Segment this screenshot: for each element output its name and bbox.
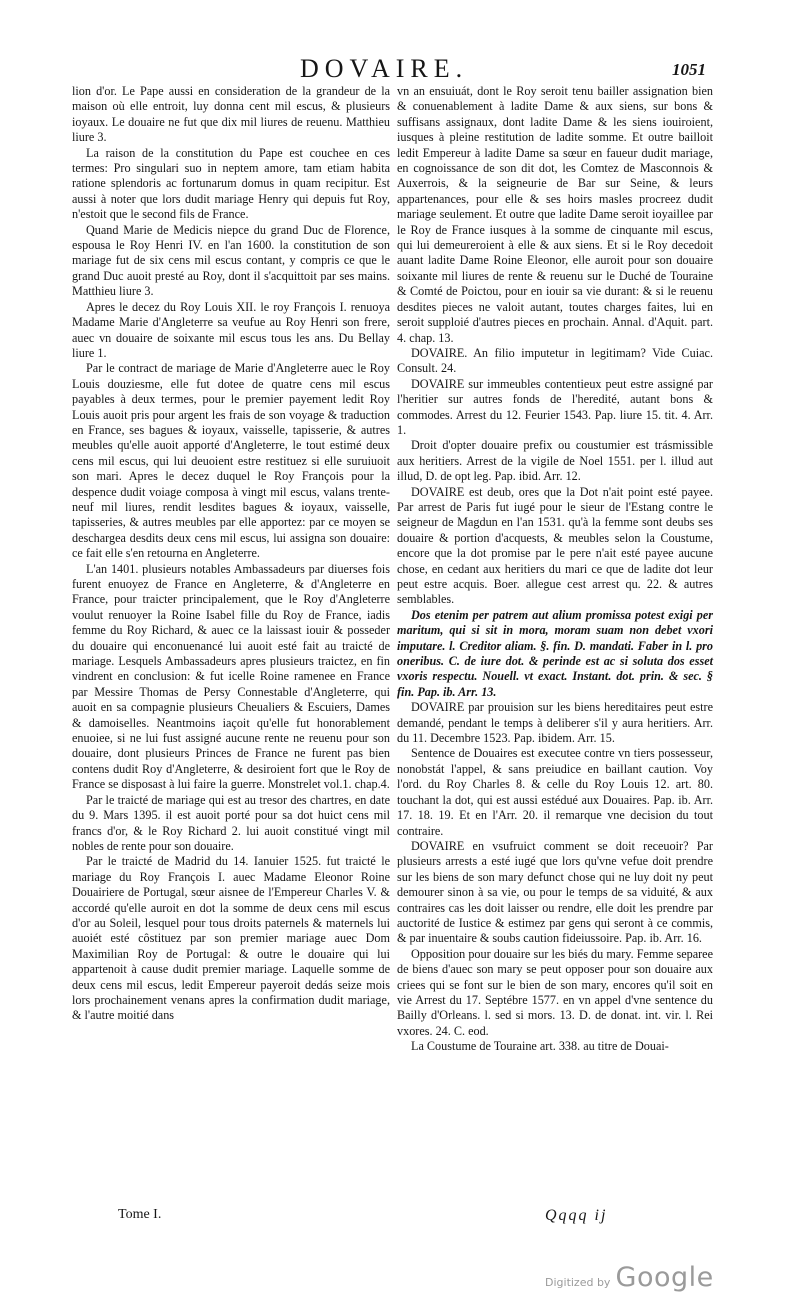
google-logo: Google bbox=[615, 1262, 714, 1293]
right-column bbox=[397, 84, 713, 1055]
volume-label: Tome I. bbox=[118, 1207, 162, 1222]
paragraph: DOVAIRE par prouision sur les biens hereditaires peut estre demandé, pendant le temps à deliberer s'il y aura heritiers. Arr. du 11. Decembre 1523. Pap. ibidem. Arr. 15. bbox=[397, 700, 713, 746]
paragraph: La Coustume de Touraine art. 338. au titre de Douai- bbox=[411, 1039, 669, 1054]
paragraph: Opposition pour douaire sur les biés du mary. Femme separee de biens d'auec son mary se peut opposer pour son douaire aux criees qui se font sur le bien de son mary, encores qu'il soit en vie Arrest du 17. Septébre 1577. en vn appel d'vne sentence du Bailly d'Orleans. l. sed si mors. 13. D. de donat. int. vir. l. Rei vxores. 24. C. eod. bbox=[397, 946, 713, 1038]
signature-mark: Qqqq ij bbox=[545, 1207, 608, 1224]
paragraph: DOVAIRE sur immeubles contentieux peut estre assigné par l'heritier sur autres fonds de l'heredité, autant bons & commodes. Arrest du 12. Feurier 1543. Pap. liure 15. tit. 4. Arr. 1. bbox=[397, 376, 713, 437]
paragraph: Par le traicté de mariage qui est au tresor des chartres, en date du 9. Mars 1395. il est auoit porté pour sa dot huict cens mil francs d'or, & le Roy Richard 2. lui auoit constitué vingt mil nobles de rente pour son douaire. bbox=[72, 792, 390, 853]
latin-citation: Dos etenim per patrem aut alium promissa potest exigi per maritum, qui si sit in mora, moram suam non debet vxori imputare. l. Creditor aliam. §. fin. D. mandati. Faber in l. pro oneribus. C. de iure dot. & perinde est ac si soluta dos esset vxoris respectu. Nouell. vt exact. Instant. dot. prin. & sec. § fin. Pap. ib. Arr. 13. bbox=[397, 607, 713, 699]
paragraph: vn an ensuiuát, dont le Roy seroit tenu bailler assignation bien & conuenablement à ladite Dame & aux siens, sur bons & suffisans assignaux, dont ladite Dame & les siens iouiroient, iusques à pleine restitution de ladite somme. Et outre bailloit ledit Empereur à ladite Dame sa sœur en faueur dudit mariage, en cognoissance de son dit dot, les Comtez de Masconnois & Auxerrois, & la seigneurie de Bar sur Seine, & leurs appartenances, pour elle & ses hoirs masles procreez dudit mariage seulement. Et outre que ladite Dame seroit ioyaillee par le Roy de France iusques à la somme de cinquante mil escus, qui lui demeureroient à elle & aux siens. Et si le Roy decedoit auant ladite Dame Roine Eleonor, elle auroit pour son douaire soixante mil liures de rente & reuenu sur le Duché de Touraine & Comté de Poictou, pour en iouir sa vie durant: & si le reuenu desdites pieces ne valoit autant, toutes charges faites, lui en seroit supploié d'autres pieces en prochain. Annal. d'Aquit. part. 4. chap. 13. bbox=[397, 84, 713, 345]
paragraph: Sentence de Douaires est executee contre vn tiers possesseur, nonobstát l'appel, & sans preiudice en baillant caution. Voy l'ord. du Roy Charles 8. & celle du Roy Louis 12. art. 80. touchant la dot, qui est aussi estédué aux Douaires. Pap. ib. Arr. 17. 18. 19. Et en l'Arr. 20. il remarque vne decision du tout contraire. bbox=[397, 746, 713, 838]
running-title: DOVAIRE. bbox=[300, 54, 469, 83]
paragraph: Par le contract de mariage de Marie d'Angleterre auec le Roy Louis douziesme, elle fut dotee de quatre cens mil escus payables à deux termes, pour le premier payement ledit Roy Louis auoit pris pour argent les frais de son voyage & traduction en France, ses bagues & ioyaux, vaisselle, tapisserie, & autres meubles qu'elle auoit apporté d'Angleterre, le tout estimé deux cens mil escus, qui lui deuoient estre restituez si elle suruiuoit son mari. Apres le decez duquel le Roy François pour la despence dudit voiage composa à vingt mil escus, valans trente-neuf mil liures, rendit lesdites bagues & ioyaux, vaisselle, tapisseries, & autres meubles par elle apportez: par ce moyen se deschargea desdits deux cens mil escus, lui assigna son douaire: ce fait elle s'en retourna en Angleterre. bbox=[72, 361, 390, 561]
left-column bbox=[72, 84, 390, 1024]
digitized-watermark bbox=[545, 1262, 714, 1293]
paragraph: Par le traicté de Madrid du 14. Ianuier 1525. fut traicté le mariage du Roy François I. auec Madame Eleonor Roine Douairiere de Portugal, sœur aisnee de l'Empereur Charles V. & accordé qu'elle auroit en dot la somme de deux cens mil escus d'or au Soleil, lesquel pour tous droits paternels & maternels lui auoiét esté côstituez par son premier mariage auec Dom Maximilian Roy de Portugal: & outre le douaire qui lui appartenoit à cause dudit premier mariage. Laquelle somme de deux cens mil escus, ledit Empereur payeroit dedás seize mois lors prochainement venans apres la confirmation dudit mariage, & l'autre moitié dans bbox=[72, 854, 390, 1023]
page-number: 1051 bbox=[672, 60, 706, 79]
watermark-prefix: Digitized by bbox=[545, 1276, 611, 1289]
paragraph: La raison de la constitution du Pape est couchee en ces termes: Pro singulari suo in neptem amore, tam etiam habita ratione splendoris ac fortunarum domus in quam recipitur. Est aussi à noter que lors dudit mariage Henry qui depuis fut Roy, n'estoit que le second fils de France. bbox=[72, 145, 390, 222]
paragraph: DOVAIRE. An filio imputetur in legitimam? Vide Cuiac. Consult. 24. bbox=[397, 345, 713, 376]
paragraph: Apres le decez du Roy Louis XII. le roy François I. renuoya Madame Marie d'Angleterre sa veufue au Roy Henri son frere, auec vn douaire de soixante mil escus tous les ans. Du Bellay liure 1. bbox=[72, 299, 390, 360]
paragraph: L'an 1401. plusieurs notables Ambassadeurs par diuerses fois furent enuoyez de France en Angleterre, & d'Angleterre en France, pour traicter principalement, que le Roy d'Angleterre voulut renuoyer la Roine Isabel fille du Roy de France, iadis femme du Roy Richard, & auec ce la laissast iouir & posseder du douaire qui enconuenancé lui auoit esté fait au traicté de mariage. Lesquels Ambassadeurs apres plusieurs traictez, en fin vindrent en conclusion: & fut icelle Roine ramenee en France par Messire Thomas de Persy Connestable d'Angleterre, qui auoit en sa compagnie plusieurs Cheualiers & Escuiers, Dames & damoiselles. Neantmoins iaçoit qu'elle fut honorablement enuoiee, si ne lui fust assigné aucune rente ne reuenu pour son douaire, dont plusieurs Princes de France ne furent pas bien contens dudit Roy d'Angleterre, & desiroient fort que le Roy de France se disposast à lui faire la guerre. Monstrelet vol.1. chap.4. bbox=[72, 561, 390, 792]
paragraph: Quand Marie de Medicis niepce du grand Duc de Florence, espousa le Roy Henri IV. en l'an 1600. la constitution de son mariage fut de six cens mil escus contant, y compris ce que le grand Duc auoit presté au Roy, dont il s'acquittoit par ses mains. Matthieu liure 3. bbox=[72, 222, 390, 299]
paragraph: DOVAIRE en vsufruict comment se doit receuoir? Par plusieurs arrests a esté iugé que lors qu'vne vefue doit prendre sur les biens de son mary defunct chose qui ne luy doit ny peut demourer sinon à sa vie, ou pour le temps de sa viduité, & aux contraires cas les doit laisser ou rendre, elle doit les prendre par auctorité de Iustice & estimez par gens qui seront à ce commis, & par inuentaire & soubs caution fideiussoire. Pap. ib. Arr. 16. bbox=[397, 838, 713, 946]
paragraph: lion d'or. Le Pape aussi en consideration de la grandeur de la maison où elle entroit, luy donna cent mil escus, & plusieurs ioyaux. Le douaire ne fut que dix mil liures de reuenu. Matthieu liure 3. bbox=[72, 84, 390, 145]
paragraph: DOVAIRE est deub, ores que la Dot n'ait point esté payee. Par arrest de Paris fut iugé pour le sieur de l'Estang contre le seigneur de Magdun en l'an 1531. qu'à la femme sont deubs ses douaire & portion d'acquests, & meubles selon la Coustume, encore que la dot promise par le pere n'ait esté payee aucune chose, en cedant aux heritiers du mari ce que de ladite dot leur peut estre acquis. Boer. allegue cest arrest qu. 22. & autres semblables. bbox=[397, 484, 713, 607]
page-header bbox=[0, 54, 803, 88]
paragraph: Droit d'opter douaire prefix ou coustumier est trásmissible aux heritiers. Arrest de la vigile de Noel 1551. per l. illud aut illud, D. de opt leg. Pap. ibid. Arr. 12. bbox=[397, 438, 713, 484]
